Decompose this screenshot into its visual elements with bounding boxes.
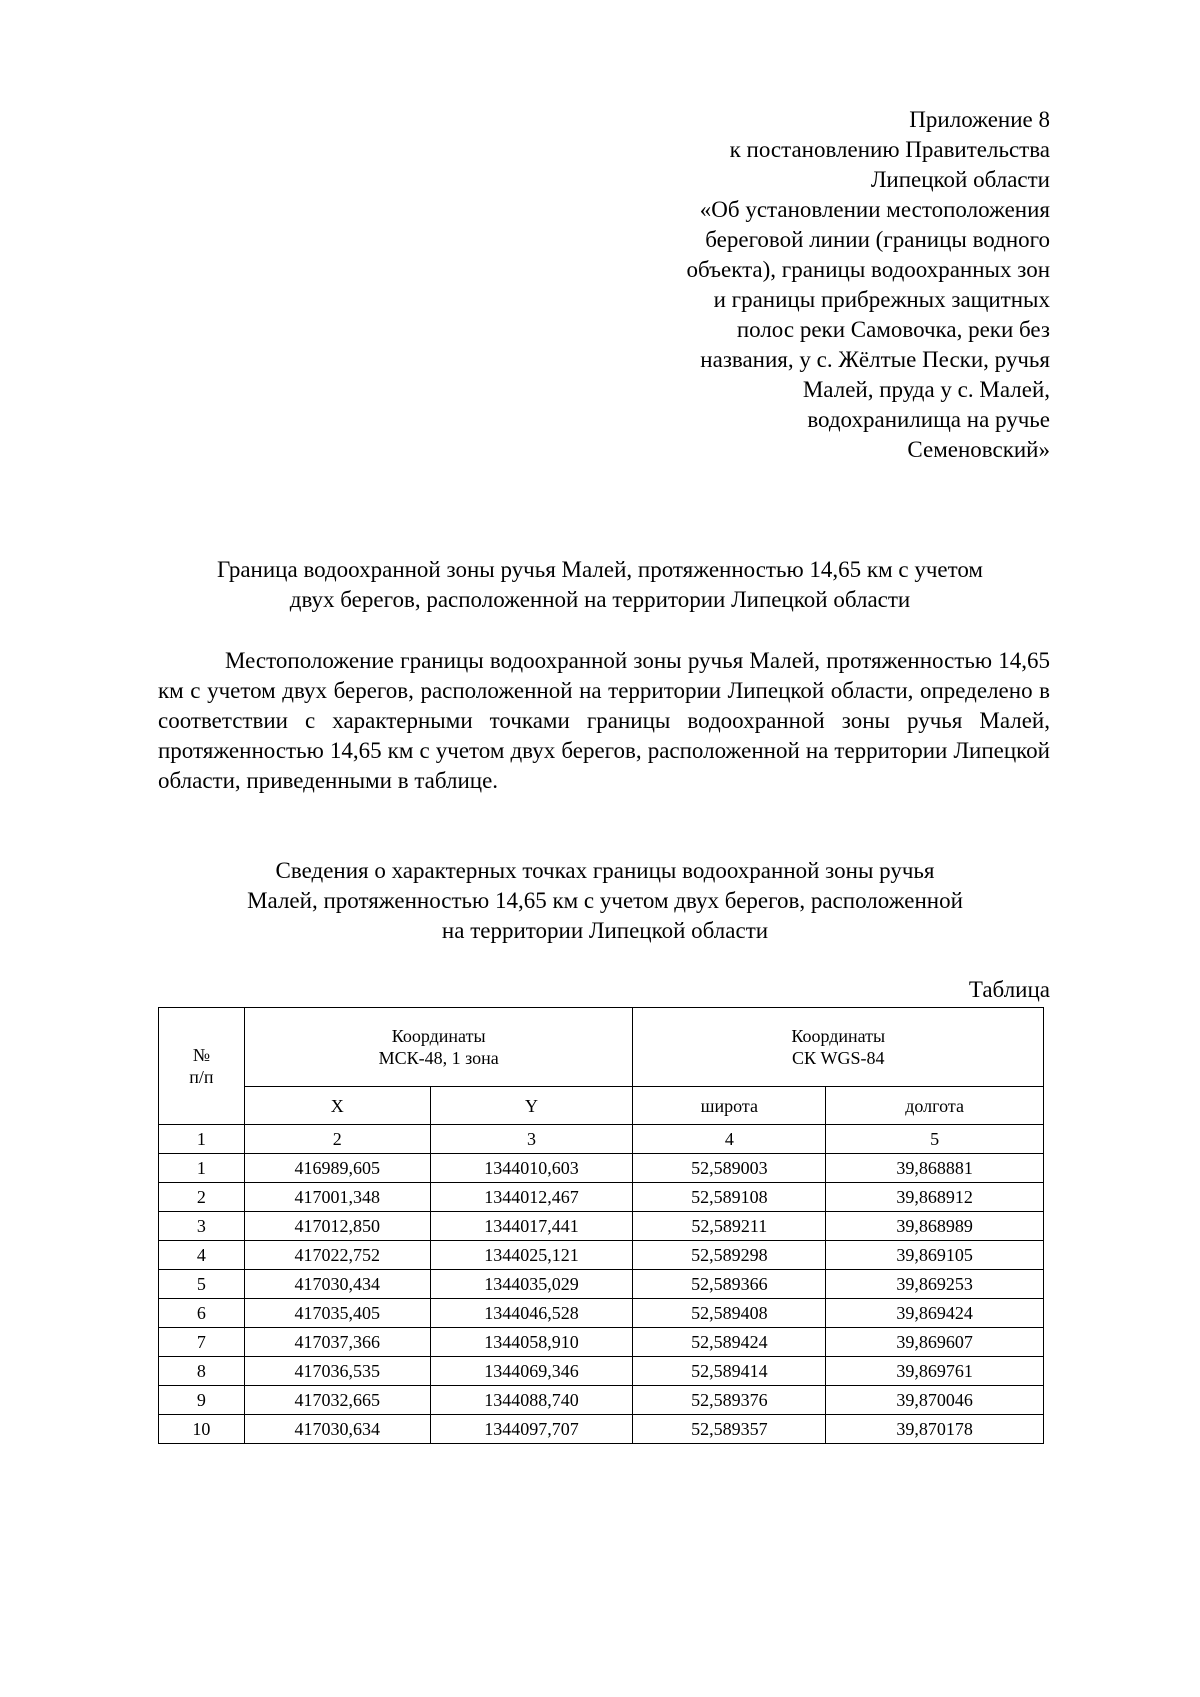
table-cell: 5 — [159, 1270, 245, 1299]
table-cell: 52,589357 — [633, 1415, 826, 1444]
table-cell: 52,589424 — [633, 1328, 826, 1357]
table-row — [159, 1357, 1044, 1386]
text-line: Сведения о характерных точках границы водоохранной зоны ручья — [275, 858, 935, 883]
header-msk: Координаты МСК-48, 1 зона — [244, 1008, 633, 1087]
text-line: водохранилища на ручье — [807, 407, 1050, 432]
table-cell: 39,869424 — [826, 1299, 1044, 1328]
text-line: Малей, пруда у с. Малей, — [802, 377, 1050, 402]
table-cell: 417030,634 — [244, 1415, 430, 1444]
column-number: 5 — [826, 1125, 1044, 1154]
header-lon: долгота — [826, 1087, 1044, 1125]
table-cell: 416989,605 — [244, 1154, 430, 1183]
table-cell: 39,869761 — [826, 1357, 1044, 1386]
table-cell: 52,589414 — [633, 1357, 826, 1386]
table-cell: 39,870178 — [826, 1415, 1044, 1444]
table-cell: 417001,348 — [244, 1183, 430, 1212]
header-wgs: Координаты СК WGS-84 — [633, 1008, 1044, 1087]
text-line: полос реки Самовочка, реки без — [736, 317, 1050, 342]
text-line: названия, у с. Жёлтые Пески, ручья — [700, 347, 1050, 372]
table-cell: 417036,535 — [244, 1357, 430, 1386]
text-line: объекта), границы водоохранных зон — [686, 257, 1050, 282]
text-line: на территории Липецкой области — [441, 918, 769, 943]
table-row — [159, 1270, 1044, 1299]
table-cell: 417035,405 — [244, 1299, 430, 1328]
text-line: Граница водоохранной зоны ручья Малей, протяженностью 14,65 км с учетом — [217, 557, 983, 582]
table-cell: 1344088,740 — [430, 1386, 633, 1415]
table-cell: 1344010,603 — [430, 1154, 633, 1183]
table-cell: 39,869607 — [826, 1328, 1044, 1357]
table-cell: 1344035,029 — [430, 1270, 633, 1299]
table-cell: 39,868881 — [826, 1154, 1044, 1183]
table-row — [159, 1183, 1044, 1212]
text-line: береговой линии (границы водного — [705, 227, 1050, 252]
table-cell: 52,589366 — [633, 1270, 826, 1299]
table-cell: 3 — [159, 1212, 245, 1241]
table-cell: 417030,434 — [244, 1270, 430, 1299]
table-cell: 52,589376 — [633, 1386, 826, 1415]
table-cell: 1344017,441 — [430, 1212, 633, 1241]
text-line: Приложение 8 — [909, 107, 1050, 132]
table-cell: 417012,850 — [244, 1212, 430, 1241]
text-line: двух берегов, расположенной на территории Липецкой области — [289, 587, 911, 612]
table-cell: 1344046,528 — [430, 1299, 633, 1328]
section-title — [150, 555, 1050, 615]
table-row — [159, 1154, 1044, 1183]
table-cell: 9 — [159, 1386, 245, 1415]
table-cell: 1344025,121 — [430, 1241, 633, 1270]
column-number: 3 — [430, 1125, 633, 1154]
table-label: Таблица — [968, 977, 1050, 1002]
table-cell: 52,589408 — [633, 1299, 826, 1328]
table-cell: 52,589298 — [633, 1241, 826, 1270]
column-number: 2 — [244, 1125, 430, 1154]
header-y: Y — [430, 1087, 633, 1125]
table-cell: 4 — [159, 1241, 245, 1270]
coordinates-table — [158, 1007, 1044, 1444]
table-cell: 39,868989 — [826, 1212, 1044, 1241]
appendix-header — [610, 105, 1050, 465]
table-cell: 417032,665 — [244, 1386, 430, 1415]
table-cell: 39,868912 — [826, 1183, 1044, 1212]
table-row — [159, 1386, 1044, 1415]
column-number: 4 — [633, 1125, 826, 1154]
header-lat: широта — [633, 1087, 826, 1125]
table-caption — [180, 856, 1030, 946]
header-number: № п/п — [159, 1008, 245, 1125]
table-row — [159, 1299, 1044, 1328]
table-cell: 1344058,910 — [430, 1328, 633, 1357]
text-line: и границы прибрежных защитных — [713, 287, 1050, 312]
table-cell: 39,869105 — [826, 1241, 1044, 1270]
table-cell: 2 — [159, 1183, 245, 1212]
table-cell: 1344069,346 — [430, 1357, 633, 1386]
body-paragraph: Местоположение границы водоохранной зоны ручья Малей, протяженностью 14,65 км с учетом двух берегов, расположенной на территории Липецкой области, определено в соответствии с характерными точками границы водоохранной зоны ручья Малей, протяженностью 14,65 км с учетом двух берегов, расположенной на территории Липецкой области, приведенными в таблице. — [158, 648, 1050, 793]
header-x: X — [244, 1087, 430, 1125]
table-row — [159, 1328, 1044, 1357]
table-cell: 8 — [159, 1357, 245, 1386]
table-cell: 6 — [159, 1299, 245, 1328]
text-line: «Об установлении местоположения — [699, 197, 1050, 222]
table-cell: 10 — [159, 1415, 245, 1444]
text-line: Семеновский» — [907, 437, 1050, 462]
table-row — [159, 1415, 1044, 1444]
table-cell: 1 — [159, 1154, 245, 1183]
table-cell: 52,589003 — [633, 1154, 826, 1183]
table-cell: 417022,752 — [244, 1241, 430, 1270]
table-cell: 39,869253 — [826, 1270, 1044, 1299]
table-cell: 52,589211 — [633, 1212, 826, 1241]
table-cell: 417037,366 — [244, 1328, 430, 1357]
table-row — [159, 1241, 1044, 1270]
table-row — [159, 1212, 1044, 1241]
table-cell: 1344097,707 — [430, 1415, 633, 1444]
column-number: 1 — [159, 1125, 245, 1154]
text-line: Липецкой области — [870, 167, 1050, 192]
table-cell: 39,870046 — [826, 1386, 1044, 1415]
text-line: Малей, протяженностью 14,65 км с учетом двух берегов, расположенной — [247, 888, 963, 913]
table-cell: 1344012,467 — [430, 1183, 633, 1212]
text-line: к постановлению Правительства — [729, 137, 1050, 162]
table-cell: 7 — [159, 1328, 245, 1357]
table-cell: 52,589108 — [633, 1183, 826, 1212]
